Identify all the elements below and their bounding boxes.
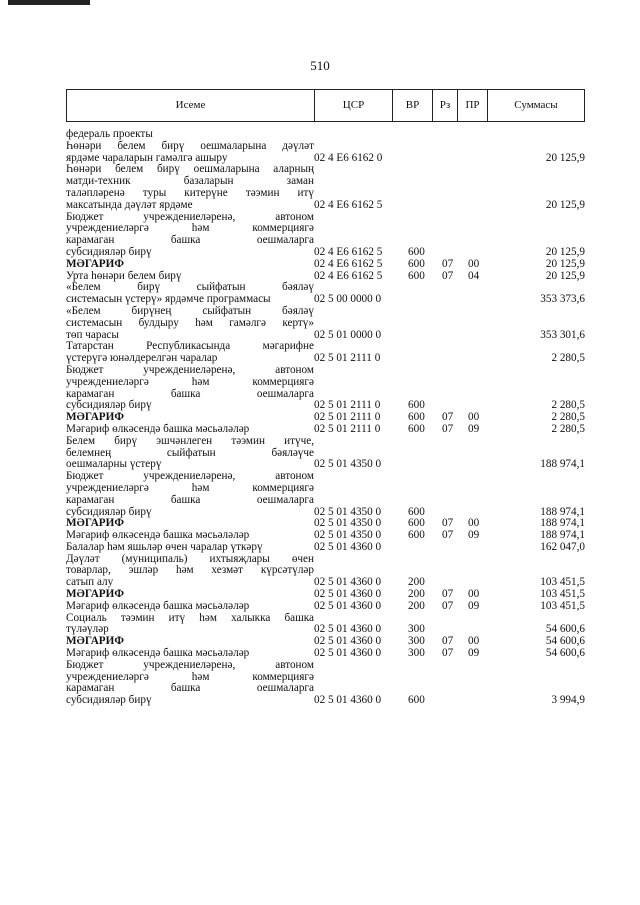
row-vr: 600 xyxy=(408,245,425,258)
row-name-line: Балалар һәм яшьләр өчен чаралар үткәрү xyxy=(66,540,263,553)
row-name-line: «Белем бирү сыйфатын бәяләү xyxy=(66,281,314,294)
row-name-line: Белем бирү эшчәнлеген тәэмин итүче, xyxy=(66,434,314,447)
row-pr: 09 xyxy=(468,599,480,612)
row-csr: 02 5 01 4360 0 xyxy=(314,623,382,636)
row-name-line: федераль проекты xyxy=(66,128,153,140)
row-vr: 200 xyxy=(408,588,425,601)
row-name-line: МӘГАРИФ xyxy=(66,257,124,270)
row-name-line: Татарстан Республикасында мәгарифне xyxy=(66,340,314,353)
table-row xyxy=(66,542,585,554)
row-csr: 02 5 01 4360 0 xyxy=(314,635,382,648)
row-csr: 02 5 01 4360 0 xyxy=(314,647,382,660)
row-name xyxy=(66,424,314,436)
row-name-line: субсидияләр бирү xyxy=(66,694,152,707)
table-row xyxy=(66,341,585,365)
row-name-line: учреждениеләргә һәм коммерциягә xyxy=(66,222,314,235)
row-name-line: товарлар, эшләр һәм хезмәт күрсәтүләр xyxy=(66,564,314,577)
row-name-line: «Белем бирүнең сыйфатын бәяләү xyxy=(66,304,314,317)
row-csr: 02 5 01 4360 0 xyxy=(314,588,382,601)
row-sum: 353 301,6 xyxy=(540,328,585,341)
row-csr: 02 5 01 2111 0 xyxy=(314,411,381,424)
row-vr: 300 xyxy=(408,623,425,636)
row-pr: 04 xyxy=(468,269,480,282)
row-name-line: карамаган башка оешмаларга xyxy=(66,234,314,247)
row-name xyxy=(66,306,314,341)
row-name xyxy=(66,542,314,554)
row-name xyxy=(66,164,314,211)
row-name-line: оешмаларны үстерү xyxy=(66,458,162,471)
row-vr: 600 xyxy=(408,269,425,282)
row-name-line: Мәгариф өлкәсендә башка мәсьәләләр xyxy=(66,422,250,435)
header-sum: Суммасы xyxy=(514,99,558,111)
row-name-line: таләпләренә туры китерүне тәэмин итү xyxy=(66,186,314,199)
table-body xyxy=(66,129,585,707)
table-row xyxy=(66,164,585,211)
row-rz: 07 xyxy=(442,635,454,648)
row-name-line: МӘГАРИФ xyxy=(66,588,124,601)
row-csr: 02 4 E6 6162 5 xyxy=(314,269,383,282)
row-sum: 20 125,9 xyxy=(545,151,585,164)
row-name xyxy=(66,471,314,518)
table-row xyxy=(66,554,585,589)
row-vr: 600 xyxy=(408,517,425,530)
header-csr: ЦСР xyxy=(315,90,393,121)
row-vr: 600 xyxy=(408,529,425,542)
row-sum: 162 047,0 xyxy=(540,540,585,553)
row-name-line: МӘГАРИФ xyxy=(66,411,124,424)
row-name-line: субсидияләр бирү xyxy=(66,505,152,518)
row-name-line: түләүләр xyxy=(66,623,109,636)
row-rz: 07 xyxy=(442,599,454,612)
row-csr: 02 5 01 4350 0 xyxy=(314,458,382,471)
row-name-line: Бюджет учреждениеләренә, автоном xyxy=(66,210,314,223)
row-sum: 188 974,1 xyxy=(540,517,585,530)
row-name xyxy=(66,436,314,471)
row-sum: 2 280,5 xyxy=(551,399,585,412)
table-row xyxy=(66,282,585,306)
row-csr: 02 5 01 4360 0 xyxy=(314,540,382,553)
row-name xyxy=(66,212,314,259)
row-name-line: матди-техник базаларын заман xyxy=(66,175,314,188)
row-name-line: ярдәме чараларын гамәлгә ашыру xyxy=(66,151,228,164)
row-csr: 02 5 01 2111 0 xyxy=(314,399,381,412)
row-name-line: Бюджет учреждениеләренә, автоном xyxy=(66,658,314,671)
row-csr: 02 5 01 4360 0 xyxy=(314,694,382,707)
row-name-line: Бюджет учреждениеләренә, автоном xyxy=(66,363,314,376)
table-row xyxy=(66,436,585,471)
row-sum: 20 125,9 xyxy=(545,198,585,211)
row-rz: 07 xyxy=(442,647,454,660)
row-csr: 02 4 E6 6162 5 xyxy=(314,198,383,211)
row-sum: 188 974,1 xyxy=(540,529,585,542)
row-name-line: учреждениеләргә һәм коммерциягә xyxy=(66,375,314,388)
row-sum: 188 974,1 xyxy=(540,505,585,518)
row-vr: 600 xyxy=(408,505,425,518)
row-sum: 103 451,5 xyxy=(540,599,585,612)
row-name-line: белемнең сыйфатын бәяләүче xyxy=(66,446,314,459)
table-row xyxy=(66,601,585,613)
row-name xyxy=(66,365,314,412)
row-csr: 02 5 01 0000 0 xyxy=(314,328,382,341)
row-name-line: Бюджет учреждениеләренә, автоном xyxy=(66,470,314,483)
table-row xyxy=(66,613,585,637)
table-header xyxy=(66,89,585,122)
row-vr: 200 xyxy=(408,599,425,612)
row-sum: 2 280,5 xyxy=(551,422,585,435)
header-name: Исеме xyxy=(67,90,315,121)
row-vr: 300 xyxy=(408,647,425,660)
row-name-line: Һөнәри белем бирү оешмаларына дәүләт xyxy=(66,139,314,152)
row-pr: 00 xyxy=(468,588,480,601)
row-name-line: системасын үстерү» ярдәмче программасы xyxy=(66,293,271,306)
page-number: 510 xyxy=(310,58,330,73)
row-name-line: субсидияләр бирү xyxy=(66,245,152,258)
row-sum: 20 125,9 xyxy=(545,269,585,282)
row-sum: 2 280,5 xyxy=(551,352,585,365)
row-pr: 00 xyxy=(468,517,480,530)
table-row xyxy=(66,660,585,707)
row-csr: 02 4 E6 6162 5 xyxy=(314,257,383,270)
row-csr: 02 5 01 4350 0 xyxy=(314,517,382,530)
row-name-line: системасын булдыру һәм гамәлгә кертү» xyxy=(66,316,314,329)
row-pr: 09 xyxy=(468,647,480,660)
row-name-line: максатында дәүләт ярдәме xyxy=(66,198,193,211)
row-sum: 353 373,6 xyxy=(540,293,585,306)
row-csr: 02 5 01 4350 0 xyxy=(314,505,382,518)
header-vr: ВР xyxy=(393,90,433,121)
row-rz: 07 xyxy=(442,257,454,270)
row-csr: 02 5 01 2111 0 xyxy=(314,422,381,435)
row-csr: 02 5 01 4360 0 xyxy=(314,599,382,612)
row-name-line: карамаган башка оешмаларга xyxy=(66,387,314,400)
row-name-line: МӘГАРИФ xyxy=(66,635,124,648)
row-name xyxy=(66,601,314,613)
row-name xyxy=(66,341,314,365)
row-name-line: учреждениеләргә һәм коммерциягә xyxy=(66,481,314,494)
row-pr: 00 xyxy=(468,257,480,270)
row-name xyxy=(66,141,314,165)
row-name-line: Мәгариф өлкәсендә башка мәсьәләләр xyxy=(66,599,250,612)
row-rz: 07 xyxy=(442,517,454,530)
table-row xyxy=(66,471,585,518)
row-name xyxy=(66,554,314,589)
row-name-line: карамаган башка оешмаларга xyxy=(66,682,314,695)
row-vr: 300 xyxy=(408,635,425,648)
row-rz: 07 xyxy=(442,411,454,424)
row-vr: 600 xyxy=(408,399,425,412)
row-vr: 200 xyxy=(408,576,425,589)
header-pr: ПР xyxy=(458,90,488,121)
row-csr: 02 5 01 2111 0 xyxy=(314,352,381,365)
row-pr: 09 xyxy=(468,422,480,435)
row-name xyxy=(66,660,314,707)
row-sum: 103 451,5 xyxy=(540,588,585,601)
row-pr: 00 xyxy=(468,411,480,424)
row-name xyxy=(66,282,314,306)
row-csr: 02 5 01 4360 0 xyxy=(314,576,382,589)
row-name-line: Һөнәри белем бирү оешмаларына аларның xyxy=(66,163,314,176)
table-row xyxy=(66,259,585,271)
row-vr: 600 xyxy=(408,257,425,270)
row-csr: 02 5 00 0000 0 xyxy=(314,293,382,306)
row-sum: 103 451,5 xyxy=(540,576,585,589)
row-rz: 07 xyxy=(442,422,454,435)
row-name-line: учреждениеләргә һәм коммерциягә xyxy=(66,670,314,683)
row-name-line: төп чарасы xyxy=(66,328,119,341)
row-name-line: Урта һөнәри белем бирү xyxy=(66,269,182,282)
row-name-line: үстерүгә юнәлдерелгән чаралар xyxy=(66,352,218,365)
row-sum: 188 974,1 xyxy=(540,458,585,471)
row-rz: 07 xyxy=(442,529,454,542)
row-name-line: Социаль тәэмин итү һәм халыкка башка xyxy=(66,611,314,624)
row-vr: 600 xyxy=(408,694,425,707)
row-sum: 54 600,6 xyxy=(545,623,585,636)
table-row xyxy=(66,212,585,259)
row-rz: 07 xyxy=(442,588,454,601)
row-sum: 54 600,6 xyxy=(545,647,585,660)
row-sum: 20 125,9 xyxy=(545,245,585,258)
row-name-line: Дәүләт (муниципаль) ихтыяҗлары өчен xyxy=(66,552,314,565)
row-pr: 09 xyxy=(468,529,480,542)
row-name xyxy=(66,259,314,271)
row-csr: 02 4 E6 6162 0 xyxy=(314,151,383,164)
row-name-line: Мәгариф өлкәсендә башка мәсьәләләр xyxy=(66,529,250,542)
header-rz: Рз xyxy=(433,90,458,121)
top-edge-bar xyxy=(8,0,90,5)
row-vr: 600 xyxy=(408,411,425,424)
row-name-line: сатып алу xyxy=(66,576,114,589)
row-vr: 600 xyxy=(408,422,425,435)
table-row xyxy=(66,424,585,436)
row-csr: 02 4 E6 6162 5 xyxy=(314,245,383,258)
row-sum: 3 994,9 xyxy=(551,694,585,707)
row-name-line: карамаган башка оешмаларга xyxy=(66,493,314,506)
row-name-line: МӘГАРИФ xyxy=(66,517,124,530)
table-row xyxy=(66,141,585,165)
table-row xyxy=(66,306,585,341)
row-sum: 54 600,6 xyxy=(545,635,585,648)
row-sum: 20 125,9 xyxy=(545,257,585,270)
table-row xyxy=(66,365,585,412)
row-csr: 02 5 01 4350 0 xyxy=(314,529,382,542)
row-name xyxy=(66,613,314,637)
row-sum: 2 280,5 xyxy=(551,411,585,424)
row-name-line: субсидияләр бирү xyxy=(66,399,152,412)
row-name-line: Мәгариф өлкәсендә башка мәсьәләләр xyxy=(66,647,250,660)
row-rz: 07 xyxy=(442,269,454,282)
row-pr: 00 xyxy=(468,635,480,648)
